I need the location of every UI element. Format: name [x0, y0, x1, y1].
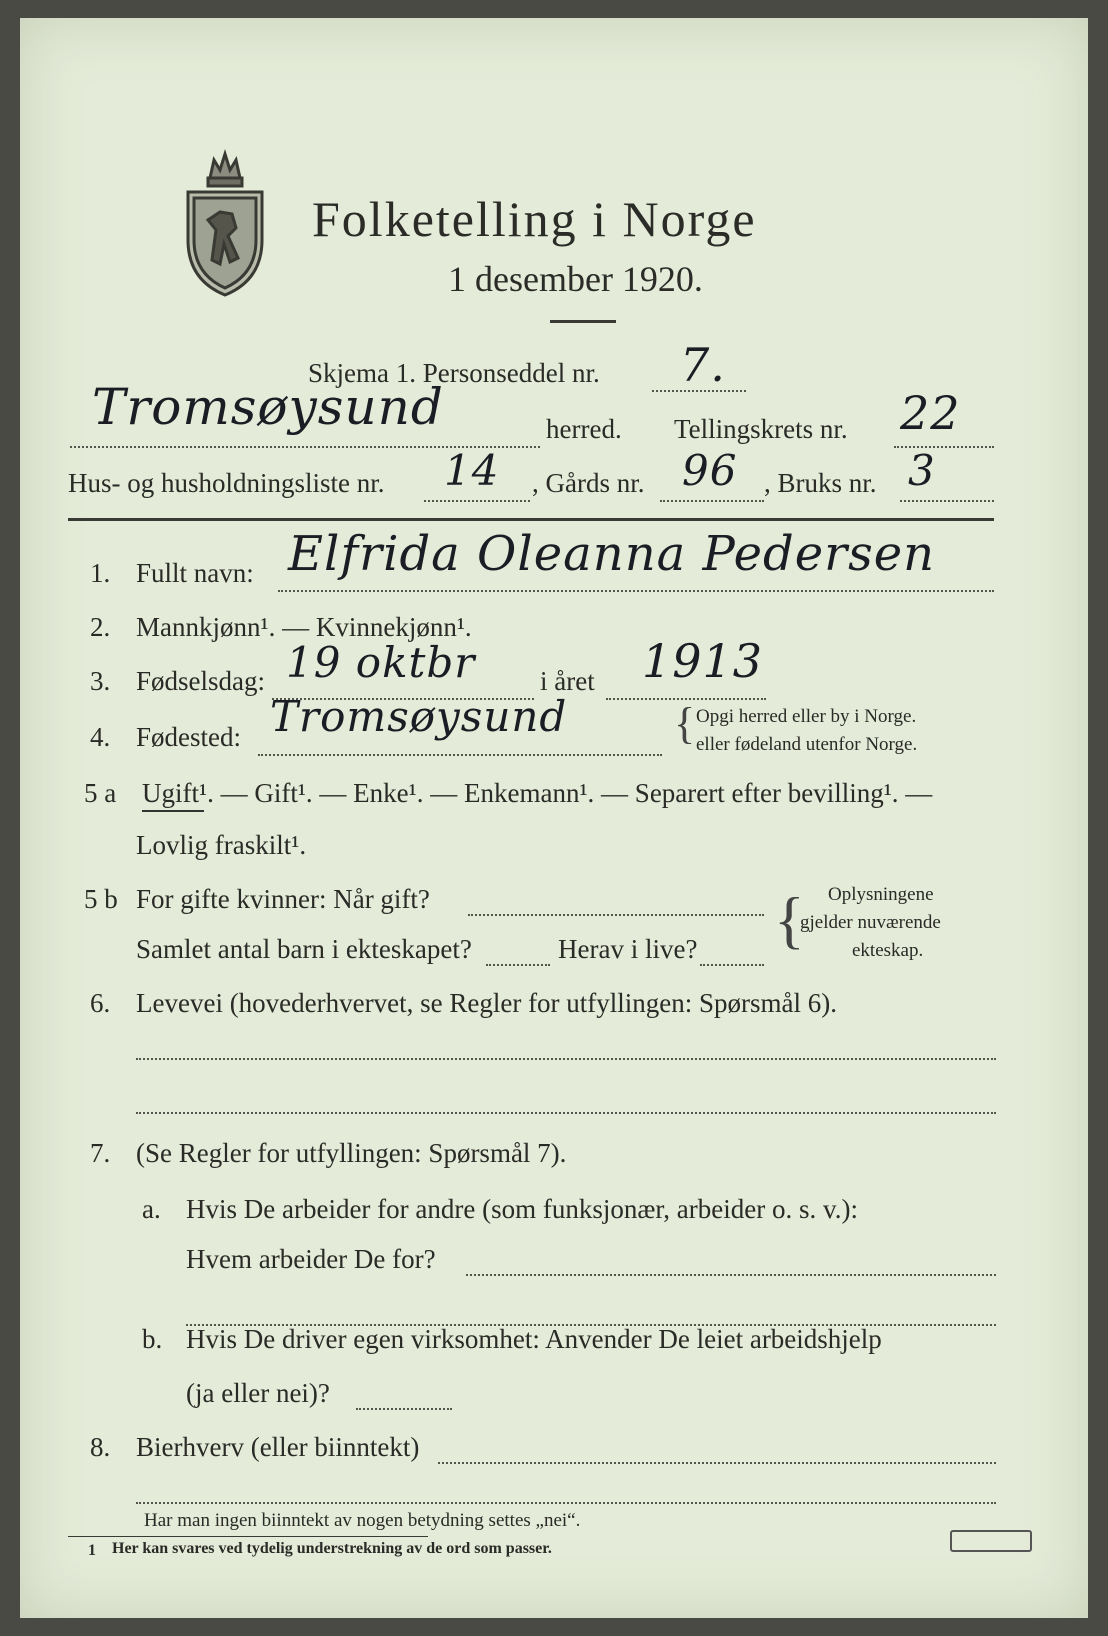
q8-dotted-line-2	[136, 1502, 996, 1504]
census-form-sheet	[20, 18, 1088, 1618]
q5b-children-dotted-line	[486, 964, 550, 966]
bruks-value: 3	[908, 446, 936, 495]
q6-number: 6.	[90, 988, 111, 1018]
census-date: 1 desember 1920.	[448, 259, 703, 299]
q3-year-value: 1913	[642, 634, 764, 688]
tellingskrets-label: Tellingskrets nr.	[674, 414, 848, 444]
q3-year-label: i året	[540, 666, 595, 696]
q7b-label-line-2: (ja eller nei)?	[186, 1378, 330, 1408]
q8-dotted-line-1	[438, 1462, 996, 1464]
q5b-note-line-1: Oplysningene	[828, 884, 934, 905]
husholdningsliste-label: Hus- og husholdningsliste nr.	[68, 468, 385, 498]
q5b-alive-label: Herav i live?	[558, 934, 698, 964]
schema-label: Skjema 1. Personseddel nr.	[308, 358, 600, 388]
q7a-label-line-2: Hvem arbeider De for?	[186, 1244, 436, 1274]
q6-label: Levevei (hovederhvervet, se Regler for utfyllingen: Spørsmål 6).	[136, 988, 838, 1018]
printer-stamp	[950, 1530, 1032, 1552]
q7b-label: Hvis De driver egen virksomhet: Anvender De leiet arbeidshjelp	[186, 1324, 882, 1354]
q5a-label-line-2: Lovlig fraskilt¹.	[136, 830, 307, 860]
q5b-note-line-3: ekteskap.	[852, 940, 924, 961]
q6-dotted-line-2	[136, 1112, 996, 1114]
q1-dotted-line	[278, 590, 994, 592]
q3-value: 19 oktbr	[286, 638, 476, 687]
q4-brace: {	[674, 699, 696, 748]
footnote-text: Her kan svares ved tydelig understrekning av de ord som passer.	[112, 1540, 552, 1557]
footnote-mark: 1	[88, 1542, 96, 1559]
q7-label: (Se Regler for utfyllingen: Spørsmål 7).	[136, 1138, 567, 1168]
q5b-children-label: Samlet antal barn i ekteskapet?	[136, 934, 472, 964]
q4-value: Tromsøysund	[270, 692, 568, 741]
q4-note-line-1: Opgi herred eller by i Norge.	[696, 706, 917, 727]
q3-label: Fødselsdag:	[136, 666, 266, 696]
q5b-number: 5 b	[84, 884, 118, 914]
husholdningsliste-dotted-line	[424, 500, 530, 502]
gards-dotted-line	[660, 500, 764, 502]
q1-number: 1.	[90, 558, 111, 588]
q5b-alive-dotted-line	[700, 964, 764, 966]
q4-number: 4.	[90, 722, 111, 752]
q5a-label: Ugift¹. — Gift¹. — Enke¹. — Enkemann¹. — Separert efter bevilling¹. —	[142, 778, 933, 808]
q4-label: Fødested:	[136, 722, 241, 752]
husholdningsliste-value: 14	[444, 446, 500, 495]
q7a-number: a.	[142, 1194, 161, 1224]
q8-label: Bierhverv (eller biinntekt)	[136, 1432, 420, 1462]
herred-label: herred.	[546, 414, 622, 444]
q5a-number: 5 a	[84, 778, 117, 808]
ugift-underline	[142, 810, 204, 812]
gards-label: , Gårds nr.	[532, 468, 645, 498]
header-rule	[68, 518, 994, 521]
q1-label: Fullt navn:	[136, 558, 254, 588]
footnote-rule	[68, 1536, 428, 1537]
q5b-note-line-2: gjelder nuværende	[800, 912, 941, 933]
q5b-married-dotted-line	[468, 914, 764, 916]
form-title: Folketelling i Norge	[312, 191, 757, 247]
q1-value: Elfrida Oleanna Pedersen	[288, 526, 936, 582]
q7b-number: b.	[142, 1324, 163, 1354]
q5b-brace: {	[774, 884, 805, 955]
q2-label: Mannkjønn¹. — Kvinnekjønn¹.	[136, 612, 472, 642]
gards-value: 96	[682, 446, 738, 495]
q8-note: Har man ingen biinntekt av nogen betydning settes „nei“.	[144, 1510, 581, 1531]
schema-value: 7.	[680, 338, 726, 392]
q7-number: 7.	[90, 1138, 111, 1168]
bruks-dotted-line	[900, 500, 994, 502]
q4-dotted-line	[258, 754, 662, 756]
q7a-dotted-line-1	[466, 1274, 996, 1276]
q6-dotted-line-1	[136, 1058, 996, 1060]
title-divider	[550, 320, 616, 323]
bruks-label: , Bruks nr.	[764, 468, 877, 498]
q3-number: 3.	[90, 666, 111, 696]
q8-number: 8.	[90, 1432, 111, 1462]
q7b-dotted-line	[356, 1408, 452, 1410]
tellingskrets-value: 22	[900, 386, 961, 440]
q4-note-line-2: eller fødeland utenfor Norge.	[696, 734, 918, 755]
q2-number: 2.	[90, 612, 111, 642]
norwegian-coat-of-arms-icon	[180, 140, 270, 300]
q5b-label: For gifte kvinner: Når gift?	[136, 884, 430, 914]
herred-value: Tromsøysund	[92, 378, 444, 436]
q7a-label: Hvis De arbeider for andre (som funksjonær, arbeider o. s. v.):	[186, 1194, 858, 1224]
